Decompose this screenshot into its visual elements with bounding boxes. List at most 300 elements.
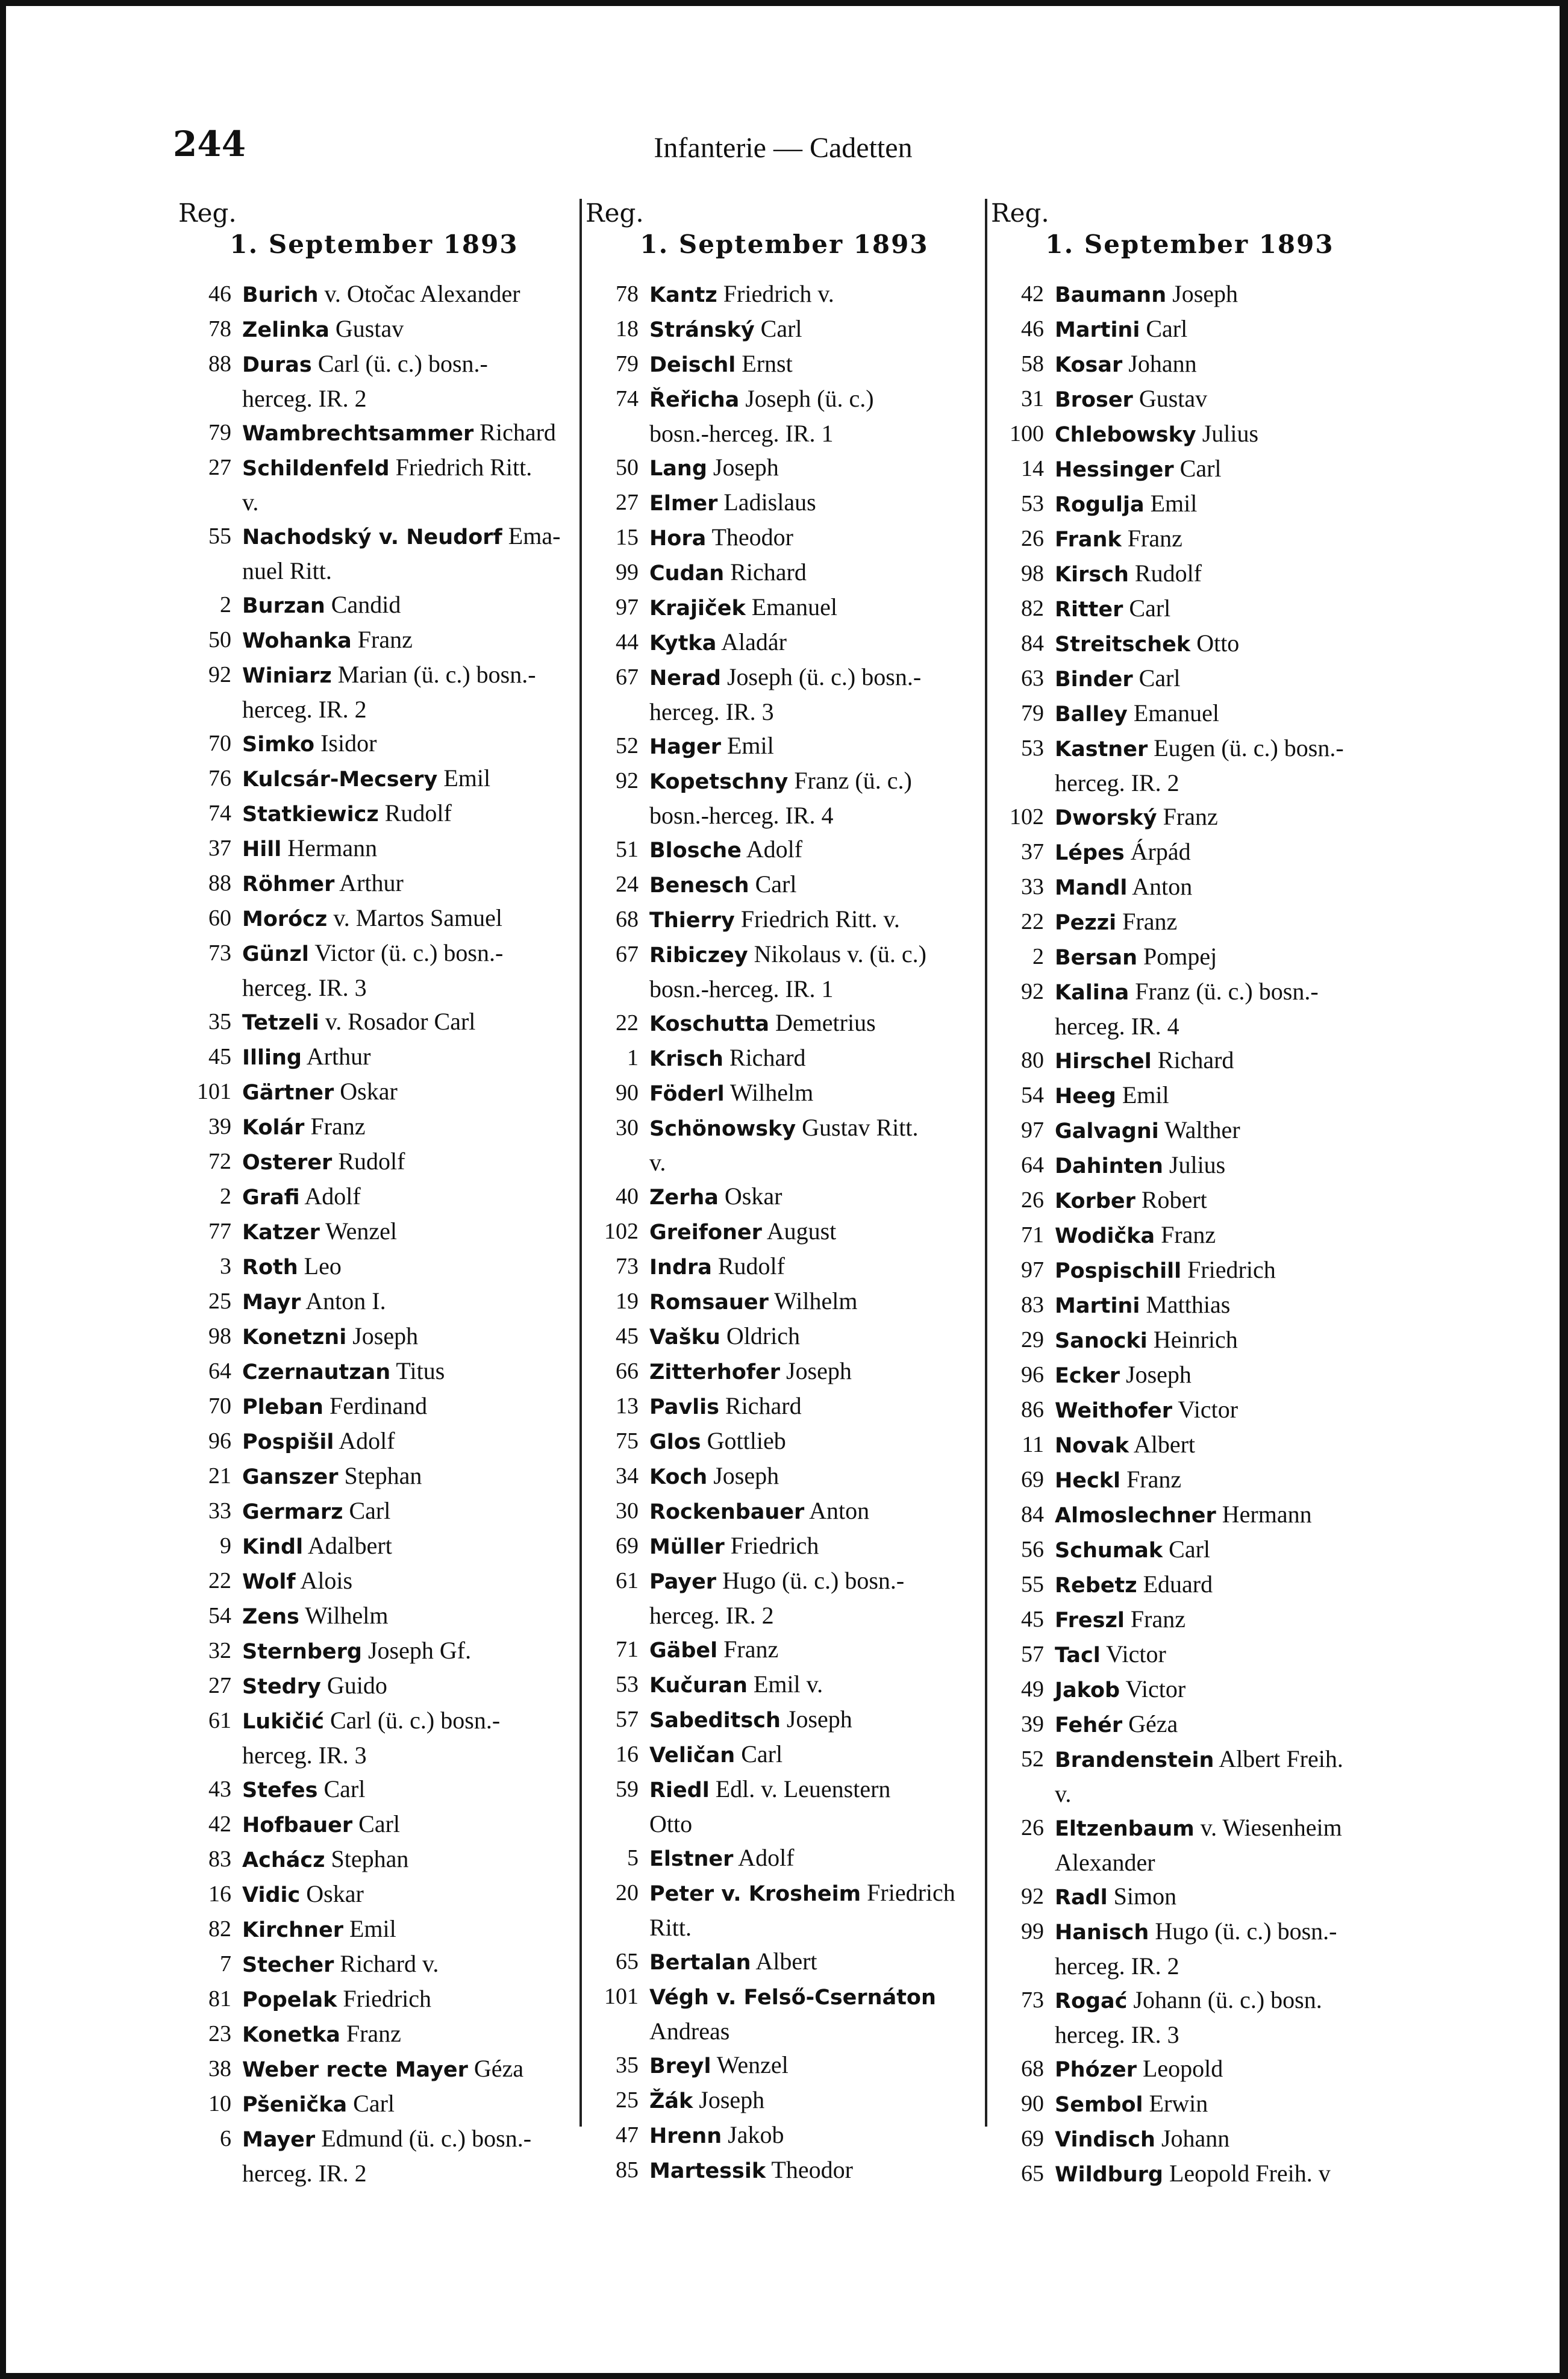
cadet-given-name: Franz bbox=[1155, 1221, 1216, 1248]
cadet-given-name: Carl (ü. c.) bosn.- bbox=[311, 350, 488, 377]
cadet-surname: Elstner bbox=[649, 1847, 734, 1871]
entry-row bbox=[178, 1982, 570, 2017]
cadet-given-name: Wenzel bbox=[319, 1218, 398, 1245]
cadet-surname: Günzl bbox=[242, 942, 309, 966]
regiment-number: 45 bbox=[1021, 1607, 1044, 1632]
entry-text bbox=[1055, 487, 1388, 522]
cadet-given-name: Robert bbox=[1135, 1186, 1207, 1213]
cadet-given-name: Joseph bbox=[707, 1462, 779, 1489]
regiment-number: 101 bbox=[604, 1984, 639, 2009]
entry-row bbox=[178, 1634, 570, 1669]
cadet-surname: Dworský bbox=[1055, 806, 1157, 830]
regiment-number: 65 bbox=[616, 1949, 639, 1974]
entry-row bbox=[586, 555, 983, 590]
regiment-number: 97 bbox=[616, 595, 639, 620]
cadet-given-name: Anton I. bbox=[301, 1287, 386, 1315]
regiment-number: 7 bbox=[220, 1951, 231, 1977]
entry-continuation: bosn.-herceg. IR. 1 bbox=[649, 420, 834, 447]
regiment-number: 32 bbox=[208, 1638, 231, 1663]
regiment-number: 61 bbox=[208, 1708, 231, 1733]
cadet-given-name: Gustav bbox=[1132, 385, 1208, 412]
entry-row bbox=[178, 2087, 570, 2122]
entry-row bbox=[178, 347, 570, 382]
entry-text bbox=[649, 312, 983, 347]
cadet-given-name: Franz bbox=[340, 2020, 401, 2047]
entry-text bbox=[242, 1424, 570, 1459]
entry-row bbox=[586, 1529, 983, 1564]
cadet-given-name: Franz bbox=[1116, 908, 1178, 935]
cadet-surname: Ritter bbox=[1055, 598, 1123, 622]
cadet-surname: Hager bbox=[649, 735, 721, 759]
cadet-surname: Lang bbox=[649, 457, 707, 481]
cadet-surname: Hill bbox=[242, 837, 282, 861]
entry-list bbox=[586, 277, 983, 2188]
entry-row bbox=[178, 1319, 570, 1354]
cadet-surname: Rogać bbox=[1055, 1989, 1128, 2013]
regiment-number: 64 bbox=[1021, 1152, 1044, 1178]
regiment-number: 52 bbox=[1021, 1746, 1044, 1772]
entry-text bbox=[1055, 312, 1388, 347]
entry-row bbox=[586, 1876, 983, 1911]
cadet-surname: Novak bbox=[1055, 1434, 1129, 1458]
entry-continuation: herceg. IR. 4 bbox=[1055, 1013, 1179, 1040]
entry-continuation: herceg. IR. 2 bbox=[1055, 769, 1179, 796]
entry-text bbox=[242, 901, 570, 936]
entry-row bbox=[178, 277, 570, 312]
entry-text bbox=[242, 1215, 570, 1249]
entry-text bbox=[649, 1319, 983, 1354]
entry-text bbox=[649, 590, 983, 625]
entry-row bbox=[586, 902, 983, 937]
cadet-surname: Illing bbox=[242, 1046, 302, 1070]
entry-text bbox=[1055, 347, 1388, 382]
entry-row bbox=[991, 382, 1388, 417]
regiment-number: 3 bbox=[220, 1254, 231, 1279]
cadet-surname: Ganszer bbox=[242, 1465, 339, 1489]
cadet-given-name: Rudolf bbox=[1128, 560, 1202, 587]
cadet-surname: Greifoner bbox=[649, 1221, 762, 1245]
regiment-number: 18 bbox=[616, 316, 639, 342]
entry-row bbox=[178, 1215, 570, 1249]
cadet-given-name: Ernst bbox=[736, 350, 793, 377]
regiment-number: 98 bbox=[208, 1324, 231, 1349]
entry-text bbox=[1055, 1880, 1388, 1915]
entry-row bbox=[586, 590, 983, 625]
regiment-number: 92 bbox=[616, 768, 639, 793]
regiment-number: 55 bbox=[208, 524, 231, 549]
regiment-number: 81 bbox=[208, 1986, 231, 2012]
regiment-number: 70 bbox=[208, 1393, 231, 1419]
cadet-given-name: Oskar bbox=[334, 1078, 398, 1105]
regiment-number: 55 bbox=[1021, 1572, 1044, 1597]
cadet-given-name: Árpád bbox=[1124, 838, 1191, 865]
regiment-number: 63 bbox=[1021, 666, 1044, 691]
cadet-surname: Deischl bbox=[649, 353, 736, 377]
entry-row bbox=[178, 312, 570, 347]
entry-row bbox=[178, 1110, 570, 1145]
cadet-surname: Eltzenbaum bbox=[1055, 1817, 1195, 1841]
entry-text bbox=[242, 1040, 570, 1075]
regiment-number: 82 bbox=[208, 1916, 231, 1942]
entry-row bbox=[991, 2087, 1388, 2122]
entry-text bbox=[1055, 696, 1388, 731]
entry-row bbox=[991, 1393, 1388, 1428]
regiment-number: 96 bbox=[1021, 1362, 1044, 1387]
cadet-given-name: Johann bbox=[1155, 2125, 1230, 2152]
regiment-number: 53 bbox=[616, 1672, 639, 1697]
entry-text bbox=[1055, 1253, 1388, 1288]
cadet-given-name: Anton bbox=[1127, 873, 1193, 900]
cadet-surname: Mayr bbox=[242, 1290, 301, 1315]
cadet-surname: Dahinten bbox=[1055, 1154, 1163, 1178]
entry-text bbox=[649, 1389, 983, 1424]
entry-row bbox=[178, 1599, 570, 1634]
entry-text bbox=[649, 1494, 983, 1529]
entry-text bbox=[1055, 1498, 1388, 1533]
regiment-number: 11 bbox=[1022, 1432, 1044, 1457]
regiment-number: 53 bbox=[1021, 736, 1044, 761]
cadet-given-name: Adolf bbox=[733, 1844, 795, 1871]
cadet-given-name: Ferdinand bbox=[323, 1392, 428, 1419]
cadet-surname: Weithofer bbox=[1055, 1399, 1173, 1423]
entry-text bbox=[242, 1145, 570, 1180]
regiment-number: 35 bbox=[616, 2052, 639, 2078]
cadet-given-name: Hermann bbox=[281, 834, 378, 861]
entry-row bbox=[991, 835, 1388, 870]
entry-row bbox=[178, 1704, 570, 1739]
cadet-given-name: Rudolf bbox=[332, 1148, 405, 1175]
entry-text bbox=[649, 2153, 983, 2188]
cadet-given-name: Franz bbox=[1124, 1605, 1185, 1633]
cadet-given-name: Emil v. bbox=[747, 1671, 823, 1698]
cadet-surname: Heckl bbox=[1055, 1469, 1121, 1493]
entry-row bbox=[991, 2052, 1388, 2087]
cadet-given-name: Carl bbox=[317, 1775, 366, 1802]
regiment-number: 79 bbox=[616, 351, 639, 377]
cadet-given-name: Victor (ü. c.) bosn.- bbox=[308, 939, 504, 966]
cadet-given-name: Rudolf bbox=[378, 799, 452, 827]
regiment-number: 64 bbox=[208, 1358, 231, 1384]
entry-row bbox=[586, 2118, 983, 2153]
regiment-number: 54 bbox=[208, 1603, 231, 1628]
entry-text bbox=[649, 1354, 983, 1389]
cadet-given-name: Carl bbox=[1140, 315, 1188, 342]
cadet-surname: Streitschek bbox=[1055, 633, 1191, 657]
cadet-surname: Thierry bbox=[649, 908, 735, 933]
entry-row bbox=[178, 1669, 570, 1704]
cadet-given-name: Adolf bbox=[299, 1183, 361, 1210]
cadet-given-name: Joseph bbox=[1120, 1361, 1192, 1388]
cadet-given-name: Géza bbox=[467, 2055, 524, 2082]
cadet-given-name: August bbox=[761, 1218, 837, 1245]
entry-text bbox=[242, 1389, 570, 1424]
cadet-given-name: Joseph (ü. c.) bbox=[739, 385, 874, 412]
entry-text bbox=[242, 1319, 570, 1354]
entry-row bbox=[178, 1180, 570, 1215]
entry-text bbox=[242, 1494, 570, 1529]
regiment-number: 101 bbox=[197, 1079, 231, 1104]
entry-text bbox=[242, 1877, 570, 1912]
entry-row bbox=[178, 1494, 570, 1529]
entry-row bbox=[586, 1284, 983, 1319]
regiment-number: 47 bbox=[616, 2122, 639, 2148]
regiment-number: 39 bbox=[208, 1114, 231, 1139]
entry-list bbox=[991, 277, 1388, 2192]
entry-row bbox=[991, 975, 1388, 1010]
regiment-number: 71 bbox=[1021, 1222, 1044, 1248]
cadet-given-name: Johann (ü. c.) bosn. bbox=[1127, 1986, 1322, 2013]
cadet-given-name: Emil bbox=[1144, 490, 1198, 517]
entry-row bbox=[178, 796, 570, 831]
entry-continuation: bosn.-herceg. IR. 4 bbox=[649, 802, 834, 829]
cadet-surname: Martini bbox=[1055, 318, 1140, 342]
cadet-surname: Balley bbox=[1055, 702, 1128, 727]
cadet-surname: Czernautzan bbox=[242, 1360, 391, 1384]
entry-row bbox=[991, 870, 1388, 905]
entry-text bbox=[649, 868, 983, 902]
entry-row bbox=[586, 2048, 983, 2083]
regiment-number: 38 bbox=[208, 2056, 231, 2081]
entry-row bbox=[586, 1215, 983, 1249]
column-divider bbox=[985, 199, 987, 2127]
entry-row bbox=[178, 1354, 570, 1389]
entry-row bbox=[178, 623, 570, 658]
cadet-surname: Morócz bbox=[242, 907, 328, 931]
entry-text bbox=[1055, 1323, 1388, 1358]
cadet-given-name: Joseph bbox=[693, 2086, 765, 2113]
running-head: Infanterie — Cadetten bbox=[654, 132, 913, 164]
entry-row bbox=[178, 1145, 570, 1180]
regiment-number: 37 bbox=[1021, 839, 1044, 864]
regiment-number: 69 bbox=[1021, 1467, 1044, 1492]
cadet-surname: Zens bbox=[242, 1605, 299, 1629]
regiment-number: 46 bbox=[1021, 316, 1044, 342]
cadet-surname: Krisch bbox=[649, 1047, 723, 1071]
cadet-given-name: Theodor bbox=[706, 524, 794, 551]
entry-text bbox=[649, 660, 983, 695]
cadet-surname: Wolf bbox=[242, 1570, 296, 1594]
cadet-surname: Koch bbox=[649, 1465, 708, 1489]
entry-text bbox=[649, 833, 983, 868]
cadet-given-name: Carl bbox=[754, 315, 802, 342]
entry-row bbox=[586, 1668, 983, 1702]
regiment-number: 50 bbox=[208, 627, 231, 652]
regiment-number: 74 bbox=[616, 386, 639, 411]
column-2 bbox=[586, 199, 983, 2188]
entry-text bbox=[1055, 1183, 1388, 1218]
regiment-number: 21 bbox=[208, 1463, 231, 1489]
entry-text bbox=[1055, 627, 1388, 661]
cadet-given-name: Richard v. bbox=[334, 1950, 439, 1977]
cadet-given-name: Richard bbox=[723, 1044, 806, 1071]
entry-row bbox=[178, 1807, 570, 1842]
cadet-given-name: Edl. v. Leuenstern bbox=[709, 1775, 891, 1802]
date-heading: 1. September 1893 bbox=[640, 230, 929, 259]
entry-continuation: Ritt. bbox=[649, 1914, 692, 1941]
cadet-surname: Zitterhofer bbox=[649, 1360, 781, 1384]
cadet-given-name: Franz (ü. c.) bosn.- bbox=[1129, 978, 1319, 1005]
entry-text bbox=[242, 1075, 570, 1110]
entry-row bbox=[178, 831, 570, 866]
entry-row bbox=[586, 660, 983, 695]
entry-row bbox=[178, 2017, 570, 2052]
entry-row bbox=[991, 522, 1388, 557]
entry-row bbox=[178, 1772, 570, 1807]
cadet-surname: Burich bbox=[242, 283, 319, 307]
entry-text bbox=[1055, 940, 1388, 975]
regiment-number: 51 bbox=[616, 837, 639, 862]
entry-text bbox=[649, 1215, 983, 1249]
cadet-given-name: Heinrich bbox=[1147, 1326, 1238, 1353]
entry-continuation: Andreas bbox=[649, 2018, 730, 2045]
entry-text bbox=[1055, 277, 1388, 312]
entry-text bbox=[242, 1459, 570, 1494]
cadet-surname: Statkiewicz bbox=[242, 802, 379, 827]
entry-text bbox=[1055, 522, 1388, 557]
regiment-number: 22 bbox=[208, 1568, 231, 1593]
entry-text bbox=[242, 936, 570, 971]
regiment-number: 97 bbox=[1021, 1257, 1044, 1283]
regiment-number: 75 bbox=[616, 1428, 639, 1454]
entry-text bbox=[242, 588, 570, 623]
cadet-surname: Wambrechtsammer bbox=[242, 422, 474, 446]
entry-row bbox=[991, 1288, 1388, 1323]
entry-text bbox=[1055, 1707, 1388, 1742]
date-heading: 1. September 1893 bbox=[230, 230, 519, 259]
reg-label: Reg. bbox=[586, 198, 644, 228]
regiment-number: 42 bbox=[1021, 281, 1044, 307]
cadet-surname: Phózer bbox=[1055, 2058, 1137, 2082]
regiment-number: 9 bbox=[220, 1533, 231, 1558]
cadet-given-name: Leopold bbox=[1136, 2055, 1223, 2082]
cadet-surname: Pleban bbox=[242, 1395, 323, 1419]
regiment-number: 2 bbox=[220, 592, 231, 617]
entry-continuation: v. bbox=[649, 1149, 666, 1176]
entry-text bbox=[649, 451, 983, 486]
cadet-surname: Stecher bbox=[242, 1953, 334, 1977]
cadet-surname: Simko bbox=[242, 733, 315, 757]
entry-row bbox=[991, 1742, 1388, 1777]
cadet-surname: Kosar bbox=[1055, 353, 1123, 377]
entry-text bbox=[242, 1669, 570, 1704]
entry-row bbox=[586, 937, 983, 972]
entry-continuation: herceg. IR. 3 bbox=[242, 974, 367, 1001]
cadet-given-name: Matthias bbox=[1140, 1291, 1231, 1318]
cadet-surname: Hrenn bbox=[649, 2124, 722, 2148]
regiment-number: 73 bbox=[616, 1254, 639, 1279]
entry-row bbox=[586, 521, 983, 555]
cadet-given-name: Eduard bbox=[1137, 1571, 1213, 1598]
entry-row bbox=[178, 1389, 570, 1424]
entry-text bbox=[242, 347, 570, 382]
regiment-number: 31 bbox=[1021, 386, 1044, 411]
regiment-number: 69 bbox=[1021, 2126, 1044, 2151]
cadet-given-name: Alois bbox=[295, 1567, 353, 1594]
entry-text bbox=[242, 1704, 570, 1739]
regiment-number: 6 bbox=[220, 2126, 231, 2151]
entry-row bbox=[178, 519, 570, 554]
cadet-given-name: Adolf bbox=[741, 836, 803, 863]
regiment-number: 50 bbox=[616, 455, 639, 480]
entry-text bbox=[649, 1006, 983, 1041]
entry-row bbox=[586, 1702, 983, 1737]
cadet-given-name: Gustav Ritt. bbox=[796, 1114, 919, 1141]
entry-continuation: bosn.-herceg. IR. 1 bbox=[649, 975, 834, 1002]
regiment-number: 30 bbox=[616, 1498, 639, 1524]
regiment-number: 27 bbox=[208, 455, 231, 480]
entry-row bbox=[991, 347, 1388, 382]
cadet-given-name: Adolf bbox=[334, 1427, 395, 1454]
entry-row bbox=[586, 1041, 983, 1076]
entry-text bbox=[1055, 382, 1388, 417]
cadet-given-name: v. Wiesenheim bbox=[1194, 1814, 1342, 1841]
regiment-number: 19 bbox=[616, 1289, 639, 1314]
entry-text bbox=[242, 1249, 570, 1284]
cadet-surname: Peter v. Krosheim bbox=[649, 1882, 861, 1906]
regiment-number: 79 bbox=[1021, 701, 1044, 726]
entry-row bbox=[991, 592, 1388, 627]
regiment-number: 83 bbox=[1021, 1292, 1044, 1318]
entry-row bbox=[586, 1249, 983, 1284]
entry-continuation: herceg. IR. 3 bbox=[649, 698, 774, 725]
entry-row bbox=[586, 1319, 983, 1354]
regiment-number: 49 bbox=[1021, 1677, 1044, 1702]
entry-row bbox=[991, 1602, 1388, 1637]
regiment-number: 84 bbox=[1021, 1502, 1044, 1527]
cadet-given-name: Friedrich bbox=[861, 1879, 955, 1906]
regiment-number: 54 bbox=[1021, 1083, 1044, 1108]
cadet-given-name: Carl bbox=[347, 2090, 395, 2117]
regiment-number: 43 bbox=[208, 1777, 231, 1802]
cadet-surname: Korber bbox=[1055, 1189, 1135, 1213]
entry-row bbox=[991, 487, 1388, 522]
cadet-surname: Vašku bbox=[649, 1325, 720, 1349]
cadet-given-name: Joseph bbox=[780, 1357, 852, 1384]
column-3 bbox=[991, 199, 1388, 2192]
regiment-number: 44 bbox=[616, 630, 639, 655]
entry-text bbox=[242, 727, 570, 761]
entry-text bbox=[649, 625, 983, 660]
cadet-given-name: Richard bbox=[724, 558, 807, 586]
cadet-given-name: Gottlieb bbox=[701, 1427, 786, 1454]
entry-text bbox=[242, 1982, 570, 2017]
regiment-number: 88 bbox=[208, 351, 231, 377]
entry-text bbox=[649, 1668, 983, 1702]
cadet-given-name: Carl bbox=[1132, 664, 1181, 692]
cadet-given-name: Joseph bbox=[1166, 280, 1238, 307]
cadet-surname: Wodička bbox=[1055, 1224, 1155, 1248]
entry-text bbox=[1055, 2122, 1388, 2157]
regiment-number: 35 bbox=[208, 1009, 231, 1034]
cadet-given-name: Otto bbox=[1190, 630, 1240, 657]
entry-text bbox=[1055, 2052, 1388, 2087]
cadet-given-name: Arthur bbox=[301, 1043, 371, 1070]
entry-row bbox=[586, 1633, 983, 1668]
regiment-number: 29 bbox=[1021, 1327, 1044, 1352]
cadet-given-name: Richard bbox=[1151, 1046, 1234, 1074]
cadet-given-name: Marian (ü. c.) bosn.- bbox=[331, 661, 536, 688]
cadet-surname: Sanocki bbox=[1055, 1329, 1148, 1353]
entry-text bbox=[649, 1180, 983, 1215]
entry-text bbox=[1055, 905, 1388, 940]
column-1 bbox=[178, 199, 570, 2190]
cadet-surname: Bertalan bbox=[649, 1951, 751, 1975]
entry-text bbox=[1055, 1113, 1388, 1148]
entry-text bbox=[1055, 1078, 1388, 1113]
entry-text bbox=[1055, 731, 1388, 766]
cadet-surname: Freszl bbox=[1055, 1608, 1125, 1633]
entry-text bbox=[242, 796, 570, 831]
